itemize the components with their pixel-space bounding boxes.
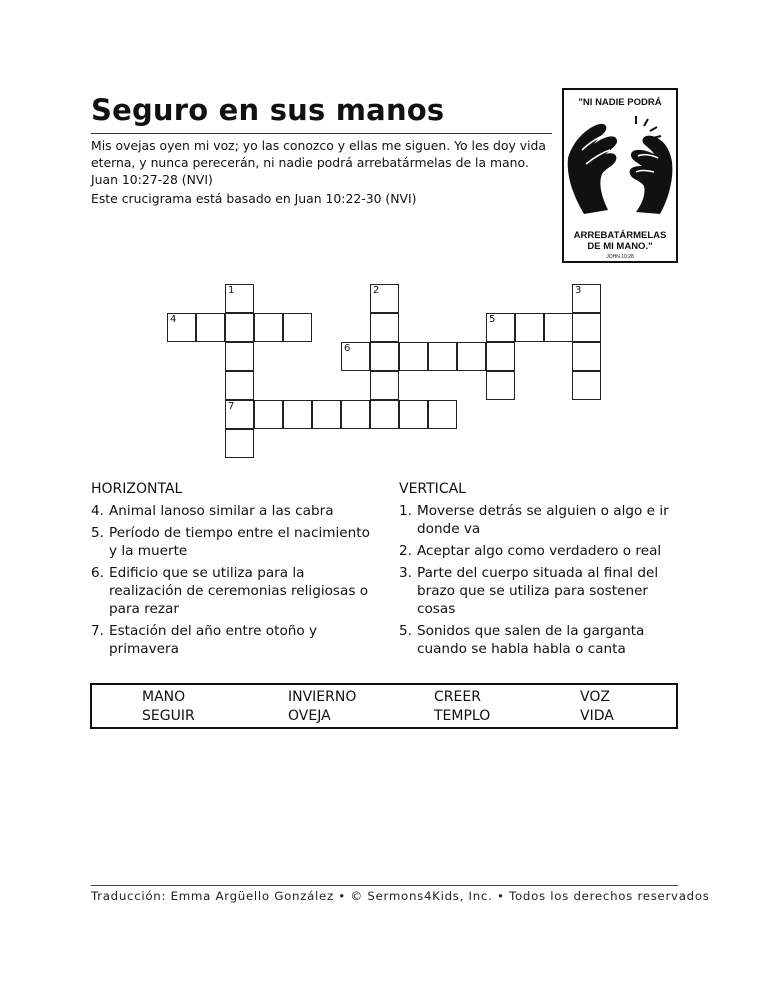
vertical-clues xyxy=(399,480,679,662)
clue-item xyxy=(91,502,381,520)
crossword-cell[interactable] xyxy=(399,342,428,371)
clue-num: 5. xyxy=(91,525,104,541)
crossword-cell[interactable] xyxy=(283,313,312,342)
word-bank xyxy=(90,683,678,729)
art-reference: JOHN 10:28 xyxy=(606,254,634,260)
crossword-cell[interactable] xyxy=(544,313,573,342)
crossword-cell[interactable] xyxy=(341,342,370,371)
crossword-cell[interactable] xyxy=(370,371,399,400)
crossword-cell[interactable] xyxy=(254,313,283,342)
clue-text: Animal lanoso similar a las cabra xyxy=(109,503,334,519)
footer-divider xyxy=(91,885,678,886)
clue-item xyxy=(399,502,679,538)
clue-number: 5 xyxy=(489,314,496,325)
vertical-heading: VERTICAL xyxy=(399,481,466,497)
crossword-cell[interactable] xyxy=(486,371,515,400)
clue-num: 3. xyxy=(399,565,412,581)
clue-number: 2 xyxy=(373,285,380,296)
word-bank-item: TEMPLO xyxy=(434,708,491,724)
clue-text: Estación del año entre otoño y primavera xyxy=(109,623,318,657)
crossword-cell[interactable] xyxy=(515,313,544,342)
crossword-cell[interactable] xyxy=(370,313,399,342)
word-bank-item: VIDA xyxy=(580,708,614,724)
crossword-cell[interactable] xyxy=(225,400,254,429)
word-bank-item: CREER xyxy=(434,689,481,705)
art-top-text: "NI NADIE PODRÁ xyxy=(578,97,662,108)
page-title: Seguro en sus manos xyxy=(91,93,445,127)
crossword-cell[interactable] xyxy=(370,400,399,429)
clue-text: Edificio que se utiliza para la realización de ceremonias religiosas o para rezar xyxy=(109,565,369,617)
clue-number: 6 xyxy=(344,343,351,354)
horizontal-heading: HORIZONTAL xyxy=(91,481,183,497)
crossword-cell[interactable] xyxy=(225,342,254,371)
clue-num: 5. xyxy=(399,623,412,639)
crossword-cell[interactable] xyxy=(283,400,312,429)
crossword-cell[interactable] xyxy=(572,342,601,371)
crossword-basis: Este crucigrama está basado en Juan 10:22-30 (NVI) xyxy=(91,191,417,206)
crossword-cell[interactable] xyxy=(428,400,457,429)
crossword-cell[interactable] xyxy=(225,371,254,400)
crossword-cell[interactable] xyxy=(341,400,370,429)
title-divider xyxy=(91,133,552,134)
verse-line-2: eterna, y nunca perecerán, ni nadie podrá arrebatármelas de la mano. xyxy=(91,155,529,170)
crossword-cell[interactable] xyxy=(399,400,428,429)
crossword-cell[interactable] xyxy=(225,284,254,313)
clue-num: 7. xyxy=(91,623,104,639)
clue-number: 7 xyxy=(228,401,235,412)
clue-item xyxy=(91,622,381,658)
clue-number: 4 xyxy=(170,314,177,325)
clue-text: Moverse detrás se alguien o algo e ir donde va xyxy=(417,503,669,537)
clue-text: Sonidos que salen de la garganta cuando se habla habla o canta xyxy=(417,623,645,657)
clue-text: Aceptar algo como verdadero o real xyxy=(417,543,662,559)
word-bank-item: VOZ xyxy=(580,689,610,705)
verse-line-1: Mis ovejas oyen mi voz; yo las conozco y ellas me siguen. Yo les doy vida xyxy=(91,138,546,153)
clue-item xyxy=(91,524,381,560)
crossword-cell[interactable] xyxy=(225,429,254,458)
crossword-cell[interactable] xyxy=(572,371,601,400)
crossword-cell[interactable] xyxy=(428,342,457,371)
intro-text xyxy=(91,137,561,207)
word-bank-item: OVEJA xyxy=(288,708,331,724)
clue-item xyxy=(91,564,381,618)
crossword-cell[interactable] xyxy=(486,342,515,371)
clue-item xyxy=(399,564,679,618)
crossword-cell[interactable] xyxy=(225,313,254,342)
hands-illustration xyxy=(562,88,678,263)
clue-num: 1. xyxy=(399,503,412,519)
clue-number: 3 xyxy=(575,285,582,296)
clue-item xyxy=(399,542,679,560)
crossword-cell[interactable] xyxy=(167,313,196,342)
crossword-cell[interactable] xyxy=(312,400,341,429)
crossword-cell[interactable] xyxy=(196,313,225,342)
crossword-cell[interactable] xyxy=(572,313,601,342)
clue-text: Período de tiempo entre el nacimiento y la muerte xyxy=(109,525,370,559)
crossword-cell[interactable] xyxy=(457,342,486,371)
clue-number: 1 xyxy=(228,285,235,296)
clue-item xyxy=(399,622,679,658)
crossword-cell[interactable] xyxy=(254,400,283,429)
word-bank-item: INVIERNO xyxy=(288,689,357,705)
clue-num: 6. xyxy=(91,565,104,581)
crossword-cell[interactable] xyxy=(572,284,601,313)
crossword-cell[interactable] xyxy=(370,342,399,371)
crossword-cell[interactable] xyxy=(486,313,515,342)
art-bottom-line-2: DE MI MANO." xyxy=(587,241,653,252)
horizontal-clues xyxy=(91,480,381,662)
verse-reference: Juan 10:27-28 (NVI) xyxy=(91,172,213,187)
clue-text: Parte del cuerpo situada al final del brazo que se utiliza para sostener cosas xyxy=(417,565,659,617)
word-bank-item: SEGUIR xyxy=(142,708,195,724)
word-bank-item: MANO xyxy=(142,689,186,705)
crossword-cell[interactable] xyxy=(370,284,399,313)
footer-credits: Traducción: Emma Argüello González • © Sermons4Kids, Inc. • Todos los derechos reservados xyxy=(91,889,710,903)
clue-num: 2. xyxy=(399,543,412,559)
clue-num: 4. xyxy=(91,503,104,519)
art-bottom-line-1: ARREBATÁRMELAS xyxy=(573,230,667,241)
